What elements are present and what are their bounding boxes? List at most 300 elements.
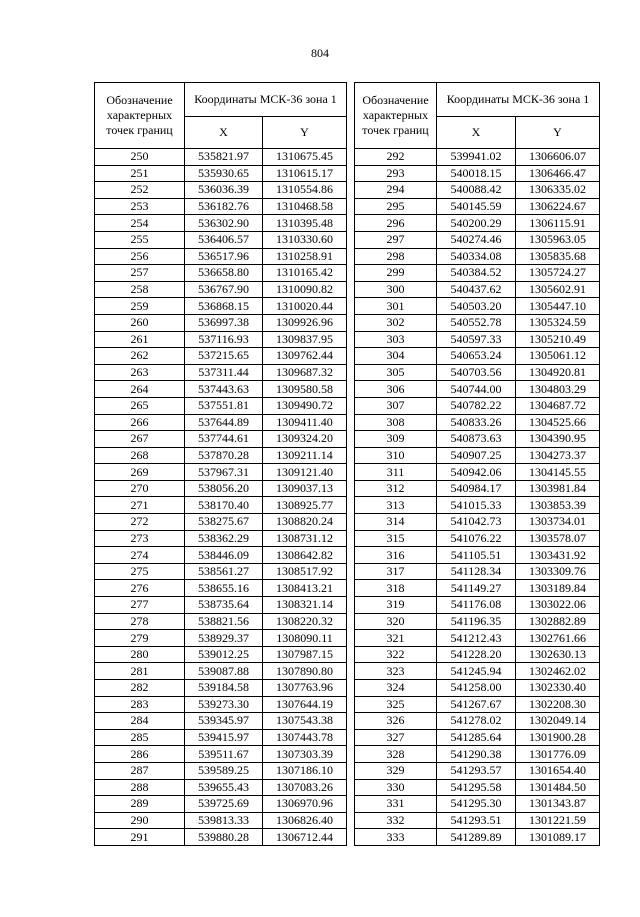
right-point-cell: 322 <box>355 646 437 663</box>
right-point-cell: 292 <box>355 149 437 166</box>
column-gap <box>347 198 355 215</box>
table-row <box>95 215 600 232</box>
table-row <box>95 447 600 464</box>
right-y-cell: 1304920.81 <box>516 364 600 381</box>
right-x-cell: 540334.08 <box>437 248 516 265</box>
right-y-cell: 1303853.39 <box>516 497 600 514</box>
table-row <box>95 563 600 580</box>
left-y-cell: 1306712.44 <box>263 829 347 846</box>
right-x-cell: 540703.56 <box>437 364 516 381</box>
right-x-cell: 540503.20 <box>437 298 516 315</box>
header-x-left: X <box>185 117 263 149</box>
table-row <box>95 464 600 481</box>
column-gap <box>347 829 355 846</box>
left-y-cell: 1309411.40 <box>263 414 347 431</box>
table-row <box>95 796 600 813</box>
column-gap <box>347 480 355 497</box>
column-gap <box>347 514 355 531</box>
left-y-cell: 1310554.86 <box>263 182 347 199</box>
column-gap <box>347 381 355 398</box>
right-x-cell: 540018.15 <box>437 165 516 182</box>
column-gap <box>347 414 355 431</box>
right-y-cell: 1306115.91 <box>516 215 600 232</box>
column-gap <box>347 547 355 564</box>
header-coords-label-left: Координаты МСК-36 зона 1 <box>185 83 347 117</box>
left-point-cell: 254 <box>95 215 185 232</box>
column-gap <box>347 497 355 514</box>
table-row <box>95 182 600 199</box>
right-point-cell: 313 <box>355 497 437 514</box>
left-x-cell: 535821.97 <box>185 149 263 166</box>
right-x-cell: 541289.89 <box>437 829 516 846</box>
right-point-cell: 324 <box>355 680 437 697</box>
right-y-cell: 1301654.40 <box>516 762 600 779</box>
right-point-cell: 315 <box>355 530 437 547</box>
right-point-cell: 299 <box>355 265 437 282</box>
right-y-cell: 1304273.37 <box>516 447 600 464</box>
left-y-cell: 1310165.42 <box>263 265 347 282</box>
left-y-cell: 1308517.92 <box>263 563 347 580</box>
left-x-cell: 538821.56 <box>185 613 263 630</box>
left-x-cell: 539345.97 <box>185 713 263 730</box>
left-y-cell: 1308090.11 <box>263 630 347 647</box>
left-x-cell: 536868.15 <box>185 298 263 315</box>
left-point-cell: 259 <box>95 298 185 315</box>
left-x-cell: 538056.20 <box>185 480 263 497</box>
right-point-cell: 307 <box>355 397 437 414</box>
table-row <box>95 812 600 829</box>
right-point-cell: 308 <box>355 414 437 431</box>
right-point-cell: 330 <box>355 779 437 796</box>
right-y-cell: 1303189.84 <box>516 580 600 597</box>
coordinates-table <box>94 82 600 846</box>
left-x-cell: 536997.38 <box>185 314 263 331</box>
left-point-cell: 287 <box>95 762 185 779</box>
table-row <box>95 829 600 846</box>
right-x-cell: 541176.08 <box>437 597 516 614</box>
left-x-cell: 539184.58 <box>185 680 263 697</box>
left-x-cell: 538275.67 <box>185 514 263 531</box>
column-gap <box>347 580 355 597</box>
left-y-cell: 1309926.96 <box>263 314 347 331</box>
right-point-cell: 331 <box>355 796 437 813</box>
table-row <box>95 597 600 614</box>
left-point-cell: 288 <box>95 779 185 796</box>
left-x-cell: 538561.27 <box>185 563 263 580</box>
left-y-cell: 1307083.26 <box>263 779 347 796</box>
right-point-cell: 298 <box>355 248 437 265</box>
column-gap <box>347 597 355 614</box>
left-x-cell: 535930.65 <box>185 165 263 182</box>
right-point-cell: 301 <box>355 298 437 315</box>
left-y-cell: 1310258.91 <box>263 248 347 265</box>
right-y-cell: 1305061.12 <box>516 348 600 365</box>
right-point-cell: 306 <box>355 381 437 398</box>
left-point-cell: 278 <box>95 613 185 630</box>
left-point-cell: 269 <box>95 464 185 481</box>
table-row <box>95 314 600 331</box>
column-gap <box>347 331 355 348</box>
column-gap <box>347 729 355 746</box>
right-point-cell: 327 <box>355 729 437 746</box>
right-y-cell: 1305324.59 <box>516 314 600 331</box>
left-point-cell: 279 <box>95 630 185 647</box>
column-gap <box>347 613 355 630</box>
table-row <box>95 298 600 315</box>
right-x-cell: 541149.27 <box>437 580 516 597</box>
right-x-cell: 541285.64 <box>437 729 516 746</box>
right-y-cell: 1303309.76 <box>516 563 600 580</box>
right-point-cell: 305 <box>355 364 437 381</box>
right-x-cell: 541105.51 <box>437 547 516 564</box>
left-point-cell: 250 <box>95 149 185 166</box>
left-point-cell: 263 <box>95 364 185 381</box>
right-y-cell: 1306466.47 <box>516 165 600 182</box>
left-y-cell: 1309580.58 <box>263 381 347 398</box>
column-gap <box>347 530 355 547</box>
left-point-cell: 285 <box>95 729 185 746</box>
left-x-cell: 537870.28 <box>185 447 263 464</box>
left-point-cell: 283 <box>95 696 185 713</box>
left-x-cell: 536658.80 <box>185 265 263 282</box>
left-x-cell: 537116.93 <box>185 331 263 348</box>
table-row <box>95 729 600 746</box>
right-y-cell: 1304390.95 <box>516 431 600 448</box>
table-row <box>95 364 600 381</box>
right-point-cell: 312 <box>355 480 437 497</box>
right-x-cell: 540145.59 <box>437 198 516 215</box>
table-row <box>95 480 600 497</box>
column-gap <box>347 563 355 580</box>
right-x-cell: 540984.17 <box>437 480 516 497</box>
right-point-cell: 333 <box>355 829 437 846</box>
column-gap <box>347 83 355 149</box>
table-row <box>95 663 600 680</box>
table-row <box>95 696 600 713</box>
left-point-cell: 284 <box>95 713 185 730</box>
right-y-cell: 1304687.72 <box>516 397 600 414</box>
left-y-cell: 1310020.44 <box>263 298 347 315</box>
left-y-cell: 1309490.72 <box>263 397 347 414</box>
header-x-right: X <box>437 117 516 149</box>
left-x-cell: 537443.63 <box>185 381 263 398</box>
right-y-cell: 1305602.91 <box>516 281 600 298</box>
left-y-cell: 1308642.82 <box>263 547 347 564</box>
column-gap <box>347 149 355 166</box>
right-y-cell: 1306606.07 <box>516 149 600 166</box>
left-point-cell: 265 <box>95 397 185 414</box>
right-x-cell: 540907.25 <box>437 447 516 464</box>
right-y-cell: 1302208.30 <box>516 696 600 713</box>
right-y-cell: 1306335.02 <box>516 182 600 199</box>
right-y-cell: 1303981.84 <box>516 480 600 497</box>
table-row <box>95 265 600 282</box>
right-x-cell: 540200.29 <box>437 215 516 232</box>
left-x-cell: 536302.90 <box>185 215 263 232</box>
table-row <box>95 331 600 348</box>
right-y-cell: 1303578.07 <box>516 530 600 547</box>
left-x-cell: 539813.33 <box>185 812 263 829</box>
right-point-cell: 302 <box>355 314 437 331</box>
table-row <box>95 613 600 630</box>
left-y-cell: 1308731.12 <box>263 530 347 547</box>
left-y-cell: 1309837.95 <box>263 331 347 348</box>
column-gap <box>347 397 355 414</box>
right-point-cell: 294 <box>355 182 437 199</box>
column-gap <box>347 796 355 813</box>
table-row <box>95 646 600 663</box>
right-x-cell: 541196.35 <box>437 613 516 630</box>
left-x-cell: 536036.39 <box>185 182 263 199</box>
left-point-cell: 264 <box>95 381 185 398</box>
table-row <box>95 580 600 597</box>
right-x-cell: 541295.30 <box>437 796 516 813</box>
right-y-cell: 1304525.66 <box>516 414 600 431</box>
column-gap <box>347 298 355 315</box>
right-y-cell: 1303734.01 <box>516 514 600 531</box>
right-x-cell: 540597.33 <box>437 331 516 348</box>
table-row <box>95 248 600 265</box>
left-x-cell: 539589.25 <box>185 762 263 779</box>
right-y-cell: 1301484.50 <box>516 779 600 796</box>
left-y-cell: 1307303.39 <box>263 746 347 763</box>
left-point-cell: 274 <box>95 547 185 564</box>
table-row <box>95 431 600 448</box>
table-row <box>95 414 600 431</box>
table-row <box>95 630 600 647</box>
left-y-cell: 1309121.40 <box>263 464 347 481</box>
right-x-cell: 540833.26 <box>437 414 516 431</box>
left-y-cell: 1308220.32 <box>263 613 347 630</box>
left-y-cell: 1307763.96 <box>263 680 347 697</box>
right-point-cell: 317 <box>355 563 437 580</box>
left-x-cell: 536406.57 <box>185 231 263 248</box>
column-gap <box>347 746 355 763</box>
header-y-left: Y <box>263 117 347 149</box>
left-x-cell: 538446.09 <box>185 547 263 564</box>
left-y-cell: 1309037.13 <box>263 480 347 497</box>
right-point-cell: 319 <box>355 597 437 614</box>
right-point-cell: 297 <box>355 231 437 248</box>
left-y-cell: 1308820.24 <box>263 514 347 531</box>
column-gap <box>347 431 355 448</box>
right-point-cell: 296 <box>355 215 437 232</box>
table-row <box>95 713 600 730</box>
table-row <box>95 680 600 697</box>
right-x-cell: 540384.52 <box>437 265 516 282</box>
left-x-cell: 538170.40 <box>185 497 263 514</box>
left-y-cell: 1310090.82 <box>263 281 347 298</box>
left-y-cell: 1309211.14 <box>263 447 347 464</box>
right-x-cell: 541293.51 <box>437 812 516 829</box>
left-x-cell: 536517.96 <box>185 248 263 265</box>
left-x-cell: 537311.44 <box>185 364 263 381</box>
right-point-cell: 300 <box>355 281 437 298</box>
right-x-cell: 539941.02 <box>437 149 516 166</box>
left-x-cell: 538929.37 <box>185 630 263 647</box>
left-x-cell: 539012.25 <box>185 646 263 663</box>
right-x-cell: 541128.34 <box>437 563 516 580</box>
right-x-cell: 540873.63 <box>437 431 516 448</box>
left-y-cell: 1306970.96 <box>263 796 347 813</box>
right-point-cell: 332 <box>355 812 437 829</box>
table-body <box>95 149 600 846</box>
right-x-cell: 540552.78 <box>437 314 516 331</box>
column-gap <box>347 231 355 248</box>
left-x-cell: 539880.28 <box>185 829 263 846</box>
column-gap <box>347 314 355 331</box>
right-y-cell: 1301089.17 <box>516 829 600 846</box>
left-point-cell: 280 <box>95 646 185 663</box>
left-point-cell: 275 <box>95 563 185 580</box>
left-x-cell: 537551.81 <box>185 397 263 414</box>
table-row <box>95 397 600 414</box>
column-gap <box>347 663 355 680</box>
header-point-label-right: Обозначение характерных точек границ <box>355 83 437 149</box>
column-gap <box>347 713 355 730</box>
column-gap <box>347 779 355 796</box>
right-x-cell: 541293.57 <box>437 762 516 779</box>
header-coords-label-right: Координаты МСК-36 зона 1 <box>437 83 600 117</box>
right-x-cell: 540942.06 <box>437 464 516 481</box>
left-x-cell: 538735.64 <box>185 597 263 614</box>
left-x-cell: 537744.61 <box>185 431 263 448</box>
left-x-cell: 536182.76 <box>185 198 263 215</box>
left-y-cell: 1310330.60 <box>263 231 347 248</box>
right-point-cell: 295 <box>355 198 437 215</box>
column-gap <box>347 680 355 697</box>
left-y-cell: 1310395.48 <box>263 215 347 232</box>
column-gap <box>347 248 355 265</box>
right-x-cell: 540088.42 <box>437 182 516 199</box>
left-x-cell: 539415.97 <box>185 729 263 746</box>
right-y-cell: 1303431.92 <box>516 547 600 564</box>
right-x-cell: 540744.00 <box>437 381 516 398</box>
left-point-cell: 262 <box>95 348 185 365</box>
left-point-cell: 272 <box>95 514 185 531</box>
right-point-cell: 310 <box>355 447 437 464</box>
right-point-cell: 303 <box>355 331 437 348</box>
right-x-cell: 540782.22 <box>437 397 516 414</box>
table-row <box>95 348 600 365</box>
right-y-cell: 1302630.13 <box>516 646 600 663</box>
right-point-cell: 328 <box>355 746 437 763</box>
left-point-cell: 282 <box>95 680 185 697</box>
left-y-cell: 1307543.38 <box>263 713 347 730</box>
left-y-cell: 1307186.10 <box>263 762 347 779</box>
left-point-cell: 257 <box>95 265 185 282</box>
left-x-cell: 537644.89 <box>185 414 263 431</box>
left-point-cell: 281 <box>95 663 185 680</box>
left-point-cell: 270 <box>95 480 185 497</box>
right-y-cell: 1301221.59 <box>516 812 600 829</box>
table-row <box>95 514 600 531</box>
right-y-cell: 1305963.05 <box>516 231 600 248</box>
right-x-cell: 540437.62 <box>437 281 516 298</box>
right-y-cell: 1306224.67 <box>516 198 600 215</box>
column-gap <box>347 464 355 481</box>
column-gap <box>347 165 355 182</box>
left-y-cell: 1306826.40 <box>263 812 347 829</box>
left-point-cell: 258 <box>95 281 185 298</box>
left-y-cell: 1307890.80 <box>263 663 347 680</box>
left-point-cell: 273 <box>95 530 185 547</box>
left-y-cell: 1310675.45 <box>263 149 347 166</box>
right-x-cell: 541267.67 <box>437 696 516 713</box>
right-x-cell: 541076.22 <box>437 530 516 547</box>
left-point-cell: 291 <box>95 829 185 846</box>
right-y-cell: 1302761.66 <box>516 630 600 647</box>
left-y-cell: 1308321.14 <box>263 597 347 614</box>
right-point-cell: 309 <box>355 431 437 448</box>
right-y-cell: 1305210.49 <box>516 331 600 348</box>
right-point-cell: 326 <box>355 713 437 730</box>
table-row <box>95 165 600 182</box>
right-x-cell: 541015.33 <box>437 497 516 514</box>
left-point-cell: 251 <box>95 165 185 182</box>
left-x-cell: 539655.43 <box>185 779 263 796</box>
column-gap <box>347 646 355 663</box>
right-x-cell: 541245.94 <box>437 663 516 680</box>
column-gap <box>347 696 355 713</box>
column-gap <box>347 364 355 381</box>
right-x-cell: 541228.20 <box>437 646 516 663</box>
left-point-cell: 252 <box>95 182 185 199</box>
column-gap <box>347 447 355 464</box>
table-row <box>95 497 600 514</box>
right-x-cell: 540653.24 <box>437 348 516 365</box>
column-gap <box>347 281 355 298</box>
right-point-cell: 304 <box>355 348 437 365</box>
right-x-cell: 541295.58 <box>437 779 516 796</box>
column-gap <box>347 348 355 365</box>
table-row <box>95 746 600 763</box>
left-x-cell: 539087.88 <box>185 663 263 680</box>
page-number: 804 <box>311 46 329 60</box>
left-x-cell: 538362.29 <box>185 530 263 547</box>
column-gap <box>347 215 355 232</box>
right-x-cell: 541290.38 <box>437 746 516 763</box>
left-y-cell: 1308413.21 <box>263 580 347 597</box>
right-point-cell: 325 <box>355 696 437 713</box>
column-gap <box>347 182 355 199</box>
table-row <box>95 198 600 215</box>
right-point-cell: 323 <box>355 663 437 680</box>
left-y-cell: 1308925.77 <box>263 497 347 514</box>
left-x-cell: 539511.67 <box>185 746 263 763</box>
right-point-cell: 321 <box>355 630 437 647</box>
left-point-cell: 267 <box>95 431 185 448</box>
right-y-cell: 1301776.09 <box>516 746 600 763</box>
left-y-cell: 1307644.19 <box>263 696 347 713</box>
left-point-cell: 260 <box>95 314 185 331</box>
right-point-cell: 329 <box>355 762 437 779</box>
right-point-cell: 316 <box>355 547 437 564</box>
left-point-cell: 268 <box>95 447 185 464</box>
right-x-cell: 541278.02 <box>437 713 516 730</box>
left-x-cell: 538655.16 <box>185 580 263 597</box>
right-y-cell: 1302462.02 <box>516 663 600 680</box>
column-gap <box>347 630 355 647</box>
right-y-cell: 1301343.87 <box>516 796 600 813</box>
left-y-cell: 1307443.78 <box>263 729 347 746</box>
table-row <box>95 547 600 564</box>
right-point-cell: 318 <box>355 580 437 597</box>
table-row <box>95 762 600 779</box>
left-point-cell: 276 <box>95 580 185 597</box>
left-point-cell: 277 <box>95 597 185 614</box>
left-x-cell: 537967.31 <box>185 464 263 481</box>
